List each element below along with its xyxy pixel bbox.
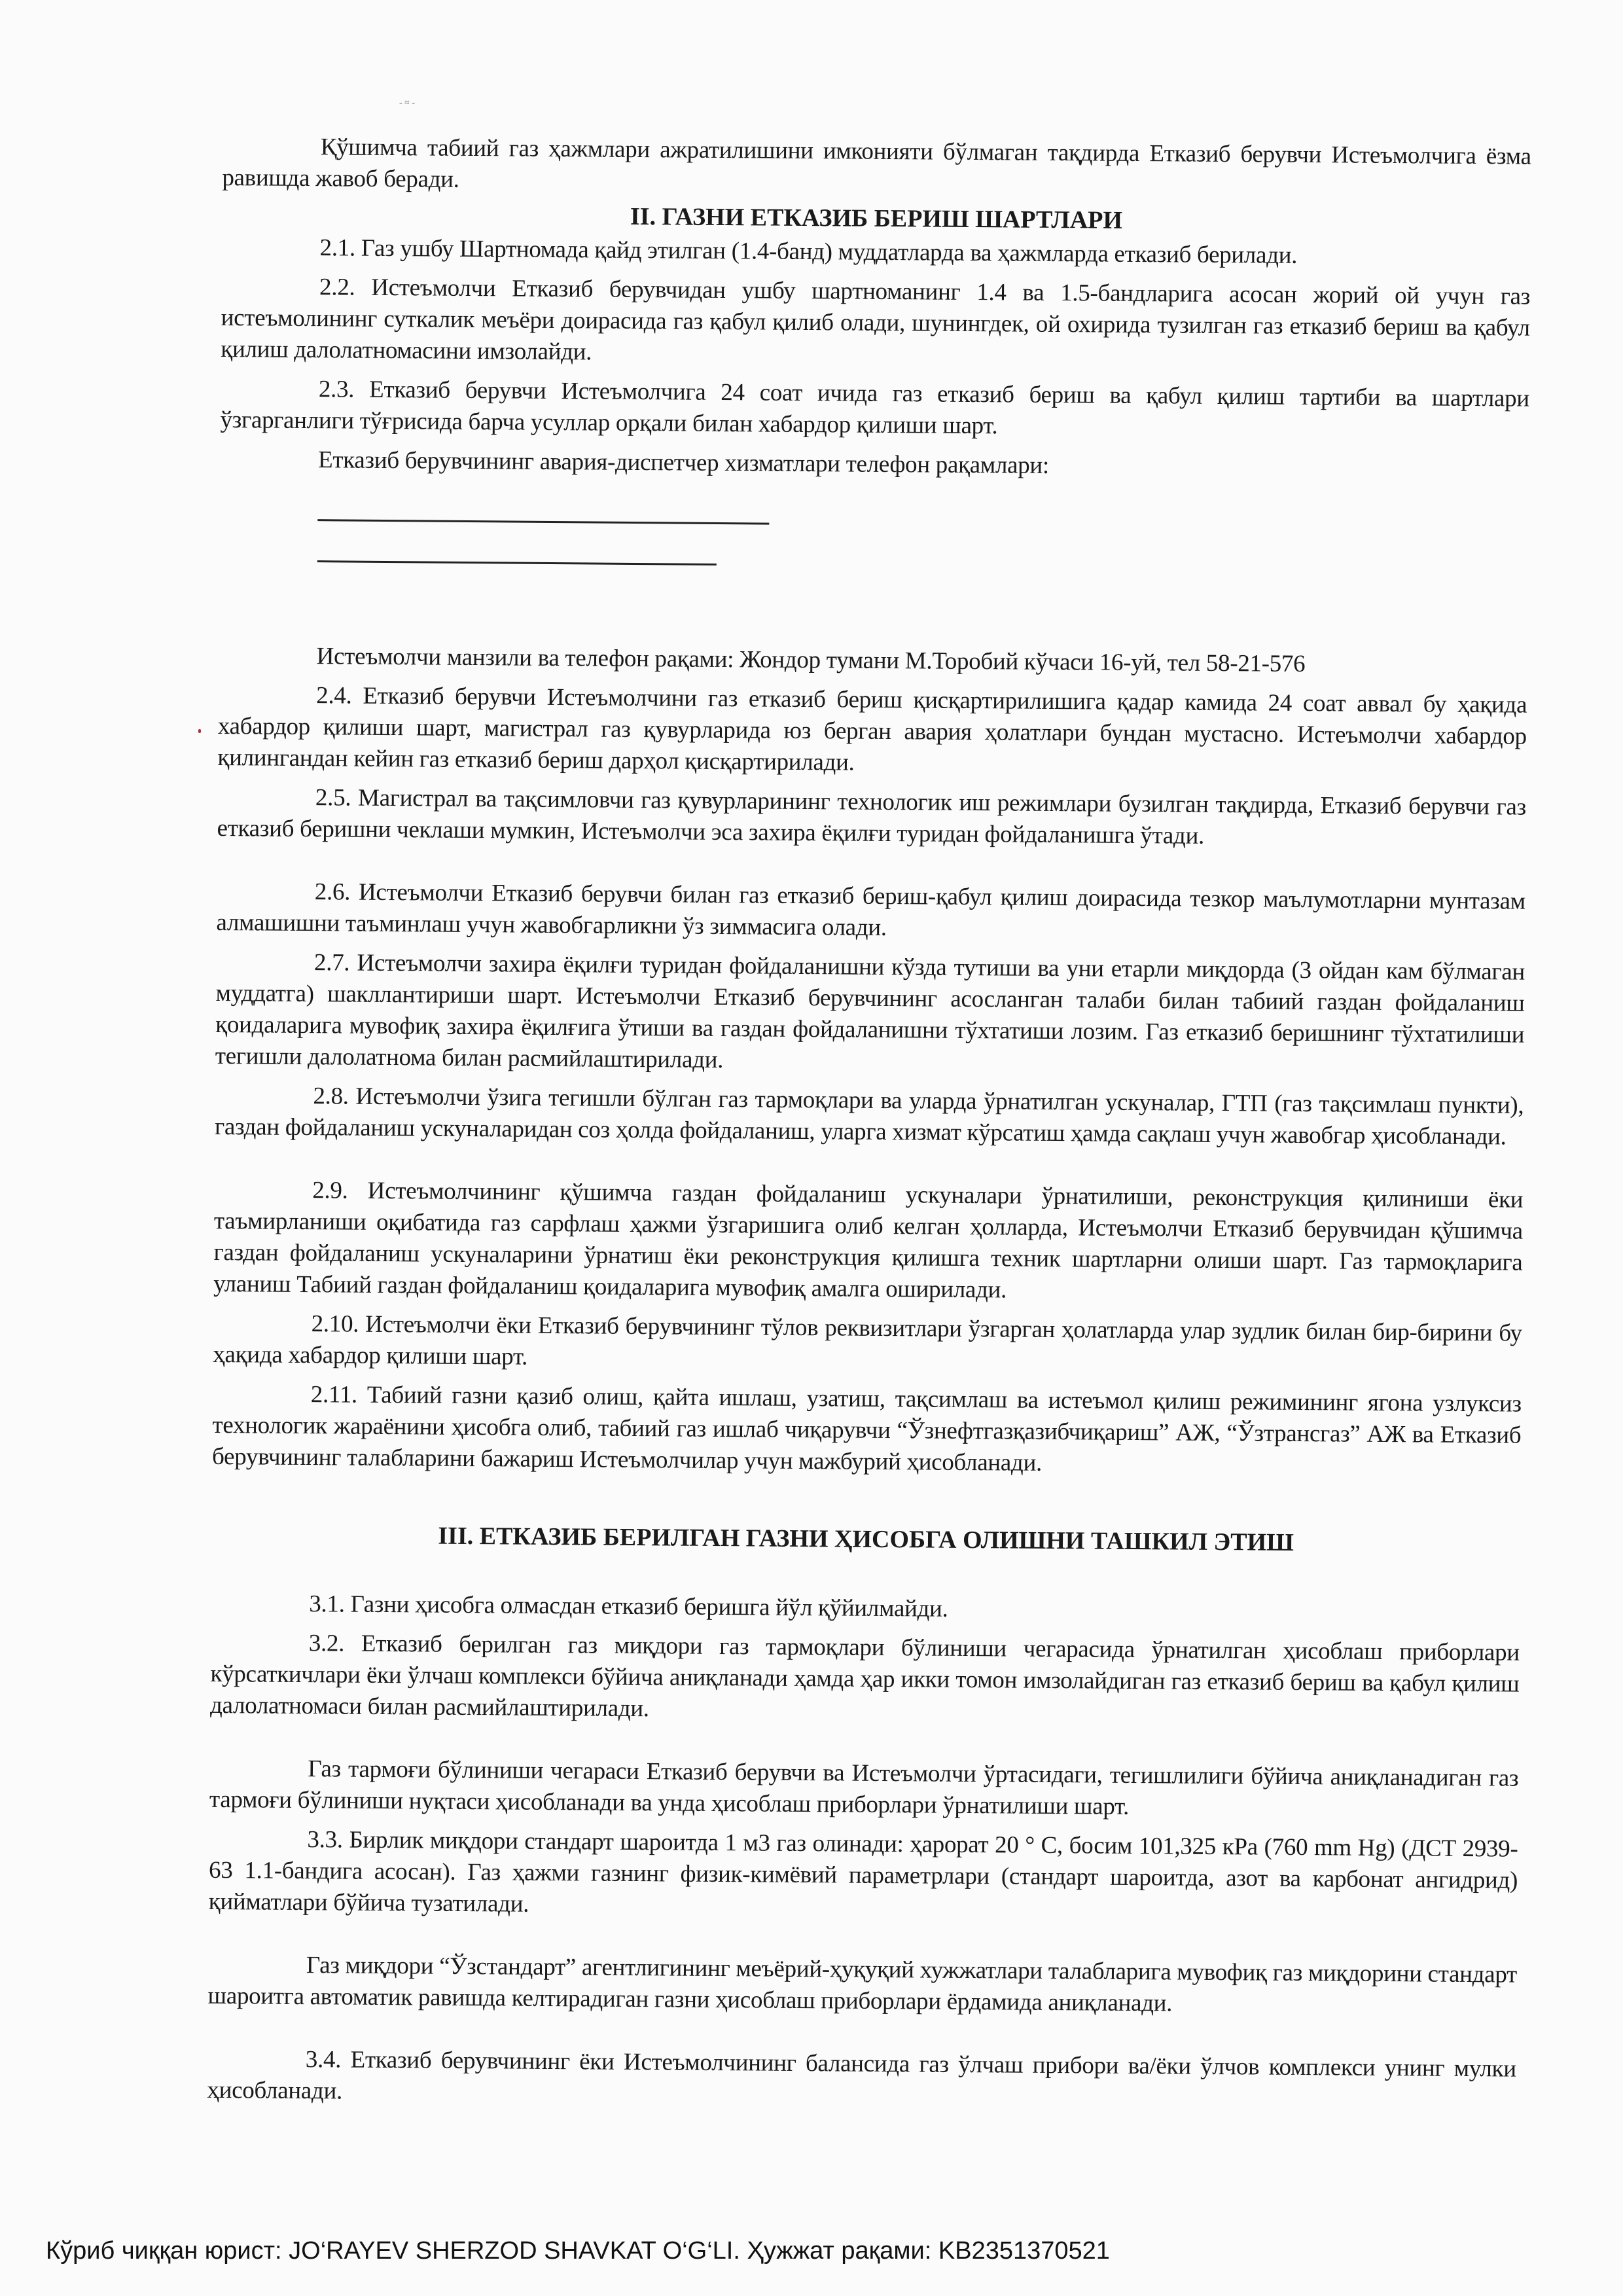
- clause-3-1: 3.1. Газни ҳисобга олмасдан етказиб беришга йўл қўйилмайди.: [309, 1590, 948, 1623]
- doc-number: KB2351370521: [938, 2237, 1110, 2265]
- clause-2-5: 2.5. Магистрал ва тақсимловчи газ қувурларининг технологик иш режимлари бузилган тақдирда, Етказиб берувчи газ етказиб беришни чеклаши мумкин, Истеъмолчи эса захира ёқилғи туридан фойдаланишга ўтади.: [217, 784, 1527, 850]
- dispatcher-phones-label: Етказиб берувчининг авария-диспетчер хизматлари телефон рақамлари:: [317, 446, 1050, 479]
- clause-3-3-measurement: Газ миқдори “Ўзстандарт” агентлигининг меъёрий-ҳуқуқий хужжатлари талабларига мувофиқ газ миқдорини стандарт шароитга автоматик равишда келтирадиган газни ҳисоблаш приборлари ёрдамида аниқланади.: [207, 1952, 1518, 2017]
- clause-2-6: 2.6. Истеъмолчи Етказиб берувчи билан газ етказиб бериш-қабул қилиш доирасида тезкор маълумотларни мунтазам алмашишни таъминлаш учун жавобгарликни ўз зиммасига олади.: [216, 878, 1525, 942]
- doc-number-label: Ҳужжат рақами:: [747, 2237, 932, 2265]
- clause-3-2-boundary: Газ тармоғи бўлиниши чегараси Етказиб берувчи ва Истеъмолчи ўртасидаги, тегишлилиги бўйича аниқланадиган газ тармоғи бўлиниши нуқтаси ҳисобланади ва унда ҳисоблаш приборлари ўрнатилиши шарт.: [209, 1755, 1519, 1820]
- clause-3-3: 3.3. Бирлик миқдори стандарт шароитда 1 м3 газ олинади: ҳарорат 20 ° С, босим 101,325 кРа (760 mm Hg) (ДСТ 2939-63 1.1-бандига асосан). Газ ҳажми газнинг физик-кимёвий параметрлари (стандарт шароитда, азот ва карбонат ангидрид) қийматлари бўйича тузатилади.: [208, 1826, 1518, 1918]
- consumer-address: Истеъмолчи манзили ва телефон рақами: Жондор тумани М.Торобий кўчаси 16-уй, тел 58-21-576: [316, 643, 1306, 678]
- contract-page: [207, 131, 1531, 2117]
- clause-2-9: 2.9. Истеъмолчининг қўшимча газдан фойдаланиш ускуналари ўрнатилиши, реконструкция қилиниши ёки таъмирланиши оқибатида газ сарфлаш ҳажми ўзгаришига олиб келган ҳолларда, Истеъмолчи Етказиб берувчидан қўшимча газдан фойдаланиш ускуналарини ўрнатиш ёки реконструкция қилишга техник шартларни олиши шарт. Газ тармоқларига уланиш Табиий газдан фойдаланиш қоидаларига мувофиқ амалга оширилади.: [213, 1177, 1524, 1304]
- review-footer: [46, 2237, 1110, 2265]
- clause-2-2: 2.2. Истеъмолчи Етказиб берувчидан ушбу шартноманинг 1.4 ва 1.5-бандларига асосан жорий ой учун газ истеъмолининг суткалик меъёри доирасида газ қабул қилиб олади, шунингдек, ой охирида тузилган газ етказиб бериш ва қабул қилиш далолатномасини имзолайди.: [221, 274, 1531, 366]
- clause-2-3: 2.3. Етказиб берувчи Истеъмолчига 24 соат ичида газ етказиб бериш ва қабул қилиш тартиби ва шартлари ўзгарганлиги тўғрисида барча усуллар орқали билан хабардор қилиши шарт.: [220, 376, 1530, 440]
- clause-2-8: 2.8. Истеъмолчи ўзига тегишли бўлган газ тармоқлари ва уларда ўрнатилган ускуналар, ГТП (газ тақсимлаш пункти), газдан фойдаланиш ускуналаридан соз ҳолда фойдаланиш, уларга хизмат кўрсатиш ҳамда сақлаш учун жавобгар ҳисобланади.: [214, 1083, 1524, 1151]
- clause-2-11: 2.11. Табиий газни қазиб олиш, қайта ишлаш, узатиш, тақсимлаш ва истеъмол қилиш режимининг ягона узлуксиз технологик жараёнини ҳисобга олиб, табиий газ ишлаб чиқарувчи “Ўзнефтгазқазибчиқариш” АЖ, “Ўзтрансгаз” АЖ ва Етказиб берувчининг талабларини бажариш Истеъмолчилар учун мажбурий ҳисобланади.: [211, 1381, 1522, 1477]
- clause-2-1: 2.1. Газ ушбу Шартномада қайд этилган (1.4-банд) муддатларда ва ҳажмларда етказиб берилади.: [319, 234, 1298, 269]
- clause-3-4: 3.4. Етказиб берувчининг ёки Истеъмолчининг балансида газ ўлчаш прибори ва/ёки ўлчов комплекси унинг мулки ҳисобланади.: [207, 2046, 1516, 2105]
- clause-2-7: 2.7. Истеъмолчи захира ёқилғи туридан фойдаланишни кўзда тутиши ва уни етарли миқдорда (3 ойдан кам бўлмаган муддатга) шакллантириши шарт. Истеъмолчи Етказиб берувчининг асосланган талаби билан табиий газдан фойдаланиш қоидаларига мувофиқ захира ёқилғига ўтиши ва газдан фойдаланишни тўхтатиши лозим. Газ етказиб беришнинг тўхтатилиши тегишли далолатнома билан расмийлаштирилади.: [215, 949, 1525, 1074]
- clause-2-10: 2.10. Истеъмолчи ёки Етказиб берувчининг тўлов реквизитлари ўзгарган ҳолатларда улар зудлик билан бир-бирини бу ҳақида хабардор қилиши шарт.: [213, 1310, 1522, 1371]
- clause-2-4: 2.4. Етказиб берувчи Истеъмолчини газ етказиб бериш қисқартирилишига қадар камида 24 соат аввал бу ҳақида хабардор қилиши шарт, магистрал газ қувурларида юз берган авария ҳолатлари бундан мустасно. Истеъмолчи хабардор қилингандан кейин газ етказиб бериш дарҳол қисқартирилади.: [217, 682, 1527, 776]
- phone-blank-line-1: [317, 519, 769, 524]
- reviewer-label: Кўриб чиққан юрист:: [46, 2237, 282, 2265]
- section-3-title: III. ЕТКАЗИБ БЕРИЛГАН ГАЗНИ ҲИСОБГА ОЛИШНИ ТАШКИЛ ЭТИШ: [438, 1522, 1294, 1556]
- phone-blank-line-2: [317, 560, 717, 565]
- ink-mark: [198, 729, 201, 733]
- intro-paragraph: Қўшимча табиий газ ҳажмлари ажратилишини имконияти бўлмаган тақдирда Етказиб берувчи Истеъмолчига ёзма равишда жавоб беради.: [222, 134, 1531, 193]
- section-2-title: II. ГАЗНИ ЕТКАЗИБ БЕРИШ ШАРТЛАРИ: [630, 202, 1123, 234]
- clause-3-2: 3.2. Етказиб берилган газ миқдори газ тармоқлари бўлиниши чегарасида ўрнатилган ҳисоблаш приборлари кўрсаткичлари ёки ўлчаш комплекси бўйича аниқланади ҳамда ҳар икки томон имзолайдиган газ етказиб бериш ва қабул қилиш далолатномаси билан расмийлаштирилади.: [209, 1630, 1520, 1723]
- reviewer-name: JO‘RAYEV SHERZOD SHAVKAT O‘G‘LI.: [289, 2237, 740, 2265]
- scan-artifact: ‐ ≈ ‐: [399, 98, 416, 108]
